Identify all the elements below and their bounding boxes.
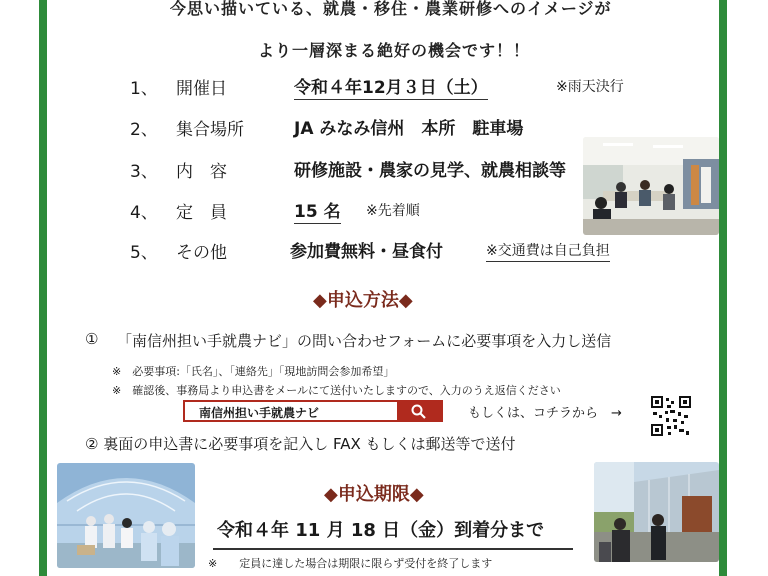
note-confirmation: ※ 確認後、事務局より申込書をメールにて送付いたしますので、入力のうえ返信ください: [112, 384, 561, 397]
item-number: 4、: [130, 203, 158, 223]
item-number: 3、: [130, 162, 158, 182]
search-box-text: 南信州担い手就農ナビ: [199, 406, 320, 420]
frame-right-border: [719, 0, 727, 576]
deadline-heading: ◆申込期限◆: [324, 484, 424, 505]
navi-search-box[interactable]: [183, 400, 443, 422]
application-heading: ◆申込方法◆: [313, 290, 413, 311]
note-required-items: ※ 必要事項:「氏名」、「連絡先」「現地訪問会参加希望」: [112, 365, 395, 378]
item-note-date: ※雨天決行: [556, 79, 624, 95]
or-from-here-text: もしくは、コチラから →: [468, 406, 622, 421]
item-label-place: 集合場所: [176, 120, 244, 140]
search-button[interactable]: [397, 402, 441, 420]
greenhouse-visit-photo: [57, 463, 195, 568]
deadline-note: ※ 定員に達した場合は期限に限らず受付を終了します: [208, 557, 493, 570]
method-1-text: 「南信州担い手就農ナビ」の問い合わせフォームに必要事項を入力し送信: [117, 332, 612, 350]
item-number: 1、: [130, 79, 158, 99]
intro-line-1: 今思い描いている、就農・移住・農業研修へのイメージが: [170, 0, 612, 18]
method-1-number: ①: [85, 330, 99, 348]
item-label-other: その他: [176, 243, 227, 263]
intro-line-2: より一層深まる絶好の機会です！！: [258, 41, 531, 60]
item-value-other: 参加費無料・昼食付: [290, 242, 443, 262]
item-number: 2、: [130, 120, 158, 140]
qr-code-icon[interactable]: [651, 396, 691, 436]
item-value-date: 令和４年12月３日（土）: [294, 73, 488, 100]
item-label-date: 開催日: [176, 79, 227, 99]
item-value-content: 研修施設・農家の見学、就農相談等: [294, 161, 566, 181]
frame-left-border: [39, 0, 47, 576]
item-label-capacity: 定 員: [176, 203, 227, 223]
item-value-place: JA みなみ信州 本所 駐車場: [294, 119, 524, 139]
deadline-date: 令和４年 11 月 18 日（金）到着分まで: [217, 520, 545, 541]
item-label-content: 内 容: [176, 162, 227, 182]
item-value-capacity: 15 名: [294, 197, 341, 224]
seminar-room-photo: [583, 137, 719, 235]
item-number: 5、: [130, 243, 158, 263]
item-note-other: ※交通費は自己負担: [486, 240, 610, 262]
method-2-text: ② 裏面の申込書に必要事項を記入し FAX もしくは郵送等で送付: [85, 435, 516, 453]
greenhouse-exterior-photo: [594, 462, 719, 562]
item-note-capacity: ※先着順: [366, 203, 420, 219]
search-icon: [397, 402, 441, 420]
